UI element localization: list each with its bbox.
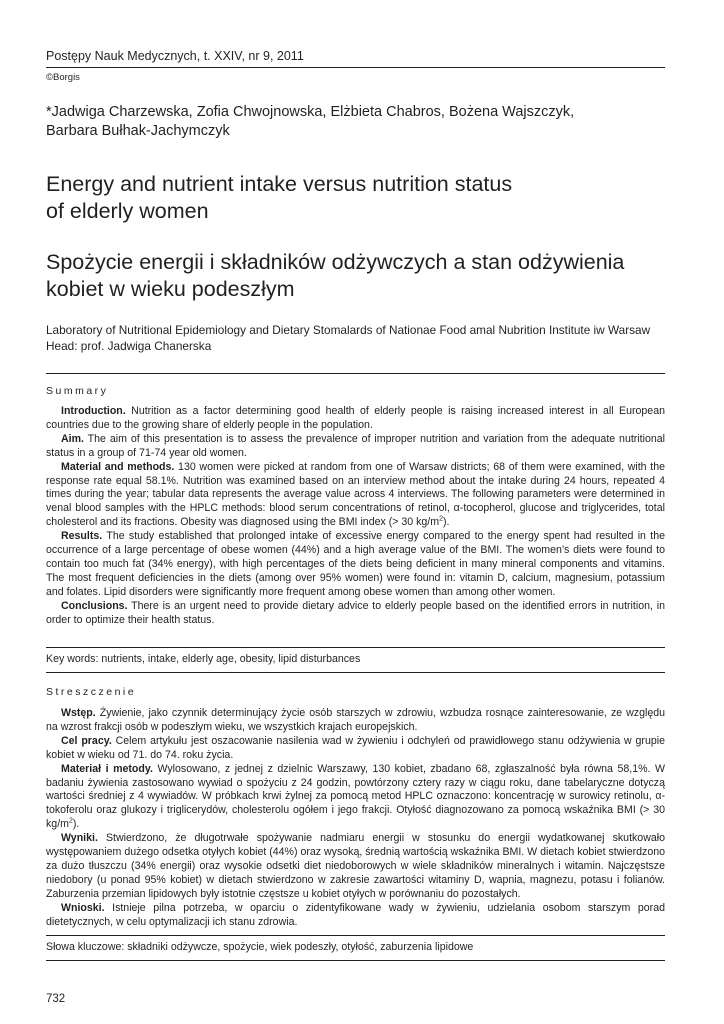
- page-number: 732: [46, 993, 66, 1005]
- aim-text: The aim of this presentation is to assess the prevalence of improper nutrition and variation from the adequate nutritional status in a group of 71-74 year old women.: [46, 432, 665, 459]
- metody-label: Materiał i metody.: [61, 762, 153, 775]
- streszczenie-cel: [46, 735, 665, 763]
- methods-end: ).: [442, 516, 450, 529]
- title-en-line-1: Energy and nutrient intake versus nutrition status: [46, 172, 513, 196]
- affiliation-head: Head: prof. Jadwiga Chanerska: [46, 339, 212, 353]
- slowa-kluczowe-top-rule: [46, 935, 665, 936]
- summary-results: [46, 530, 665, 600]
- intro-text: Nutrition as a factor determining good health of elderly people is raising increased interest in all European countries due to the growing share of elderly people in the population.: [46, 405, 665, 431]
- cel-label: Cel pracy.: [61, 734, 112, 747]
- title-en-line-2: of elderly women: [46, 199, 209, 223]
- summary-conclusions: [46, 600, 665, 628]
- methods-label: Material and methods.: [61, 460, 175, 473]
- streszczenie-body: [46, 707, 665, 930]
- results-label: Results.: [61, 530, 103, 543]
- header-rule: [46, 67, 665, 68]
- streszczenie-heading: Streszczenie: [46, 686, 137, 698]
- summary-heading: Summary: [46, 385, 109, 397]
- methods-text: 130 women were picked at random from one of Warsaw districts; 68 of them were examined, with the response rate equal 58.1%. Nutrition was examined based on an interview method about the intake during 24 hours, repeated 4 times during the year; tabular data represents the average value across 4 interviews. The following parameters were determined in venal blood samples with the HPLC methods: blood serum concentrations of retinol, α-tocopherol, glucose and triglycerides, total cholesterol and its fractions. Obesity was diagnosed using the BMI index (> 30 kg/m: [46, 460, 665, 529]
- streszczenie-wyniki: [46, 832, 665, 902]
- summary-introduction: [46, 405, 665, 433]
- journal-citation: Postępy Nauk Medycznych, t. XXIV, nr 9, 2011: [46, 49, 304, 63]
- affiliation: [46, 322, 665, 354]
- streszczenie-wstep: [46, 707, 665, 735]
- cel-text: Celem artykułu jest oszacowanie nasilenia wad w żywieniu i odchyleń od prawidłowego stanu odżywienia w grupie kobiet w wieku od 71. do 74. roku życia.: [46, 734, 665, 761]
- keywords-top-rule: [46, 647, 665, 648]
- article-title-english: [46, 171, 665, 225]
- metody-end: ).: [72, 818, 80, 831]
- author-list: [46, 103, 665, 141]
- aim-label: Aim.: [61, 432, 84, 445]
- article-title-polish: [46, 249, 665, 303]
- wstep-text: Żywienie, jako czynnik determinujący życie osób starszych w zdrowiu, wzbudza rosnące zainteresowanie, ze względu na wzrost frakcji osób w podeszłym wieku, we wszystkich krajach europejskich.: [46, 707, 665, 733]
- wyniki-label: Wyniki.: [61, 832, 98, 845]
- methods-superscript: 2: [439, 515, 443, 523]
- conclusions-label: Conclusions.: [61, 599, 128, 612]
- summary-body: [46, 405, 665, 628]
- copyright-notice: ©Borgis: [46, 72, 80, 83]
- title-pl-line-2: kobiet w wieku podeszłym: [46, 277, 295, 301]
- intro-label: Introduction.: [61, 405, 126, 417]
- wyniki-text: Stwierdzono, że długotrwałe spożywanie nadmiaru energii w stosunku do energii wydatkowanej skutkowało występowaniem dużego odsetka otyłych kobiet (44%) oraz wysoką, średnią wartością wskaźnika BMI. W dietach kobiet stwierdzono za dużo tłuszczu (34% energii) oraz wysokie odsetki diet niedoborowych w wiele składników mineralnych i witamin. Najczęstsze niedobory (u ponad 95% kobiet) w dietach stwierdzono w zakresie zawartości witaminy D, wapnia, magnezu, potasu i folianów. Zaburzenia przemian lipidowych były istotnie częstsze u kobiet otyłych w porównaniu do pozostałych.: [46, 832, 665, 900]
- summary-methods: [46, 461, 665, 531]
- wnioski-text: Istnieje pilna potrzeba, w oparciu o zidentyfikowane wady w żywieniu, udzielania osobom starszym porad dietetycznych, w celu optymalizacji ich stanu zdrowia.: [46, 901, 665, 928]
- streszczenie-wnioski: [46, 902, 665, 930]
- author-line-2: Barbara Bułhak-Jachymczyk: [46, 123, 230, 139]
- metody-superscript: 2: [68, 817, 73, 825]
- keywords-bottom-rule: [46, 672, 665, 673]
- title-pl-line-1: Spożycie energii i składników odżywczych a stan odżywienia: [46, 250, 625, 274]
- metody-text: Wylosowano, z jednej z dzielnic Warszawy, 130 kobiet, zbadano 68, zgłaszalność była równa 58,1%. W badaniu żywienia zastosowano wywiad o spożyciu z 24 godzin, powtórzony cztery razy w ciągu roku, dane tabelaryczne dotyczą wartości średniej z 4 wywiadów. W próbkach krwi żylnej za pomocą metod HPLC oznaczono: koncentrację w surowicy retinolu, α-tokoferolu oraz glukozy i triglicerydów, cholesterolu ogółem i jego frakcji. Otyłość diagnozowano za pomocą wskaźnika BMI (> 30 kg/m: [46, 762, 665, 831]
- streszczenie-metody: [46, 763, 665, 833]
- wnioski-label: Wnioski.: [61, 901, 105, 914]
- author-line-1: *Jadwiga Charzewska, Zofia Chwojnowska, Elżbieta Chabros, Bożena Wajszczyk,: [46, 104, 575, 120]
- wstep-label: Wstęp.: [61, 707, 96, 719]
- summary-top-rule: [46, 373, 665, 374]
- slowa-kluczowe-bottom-rule: [46, 960, 665, 961]
- summary-aim: [46, 433, 665, 461]
- affiliation-institution: Laboratory of Nutritional Epidemiology and Dietary Stomalards of Nationae Food amal Nubrition Institute iw Warsaw: [46, 323, 651, 337]
- results-text: The study established that prolonged intake of excessive energy compared to the energy spent had resulted in the occurrence of a large percentage of obese women (44%) and a high average value of the BMI. The women’s diets were found to contain too much fat (34% energy), with high percentages of the diets being deficient in many mineral components and vitamins. The most frequent deficiencies in the diets (among over 95% women) were found in: vitamin D, calcium, magnesium, potassium and folates. Lipid disorders were significantly more frequent among obese women than among other women.: [46, 530, 665, 598]
- keywords-polish: Słowa kluczowe: składniki odżywcze, spożycie, wiek podeszły, otyłość, zaburzenia lipidowe: [46, 941, 474, 953]
- conclusions-text: There is an urgent need to provide dietary advice to elderly people based on the identified errors in nutrition, in order to optimize their health status.: [46, 599, 665, 626]
- keywords-english: Key words: nutrients, intake, elderly age, obesity, lipid disturbances: [46, 653, 361, 665]
